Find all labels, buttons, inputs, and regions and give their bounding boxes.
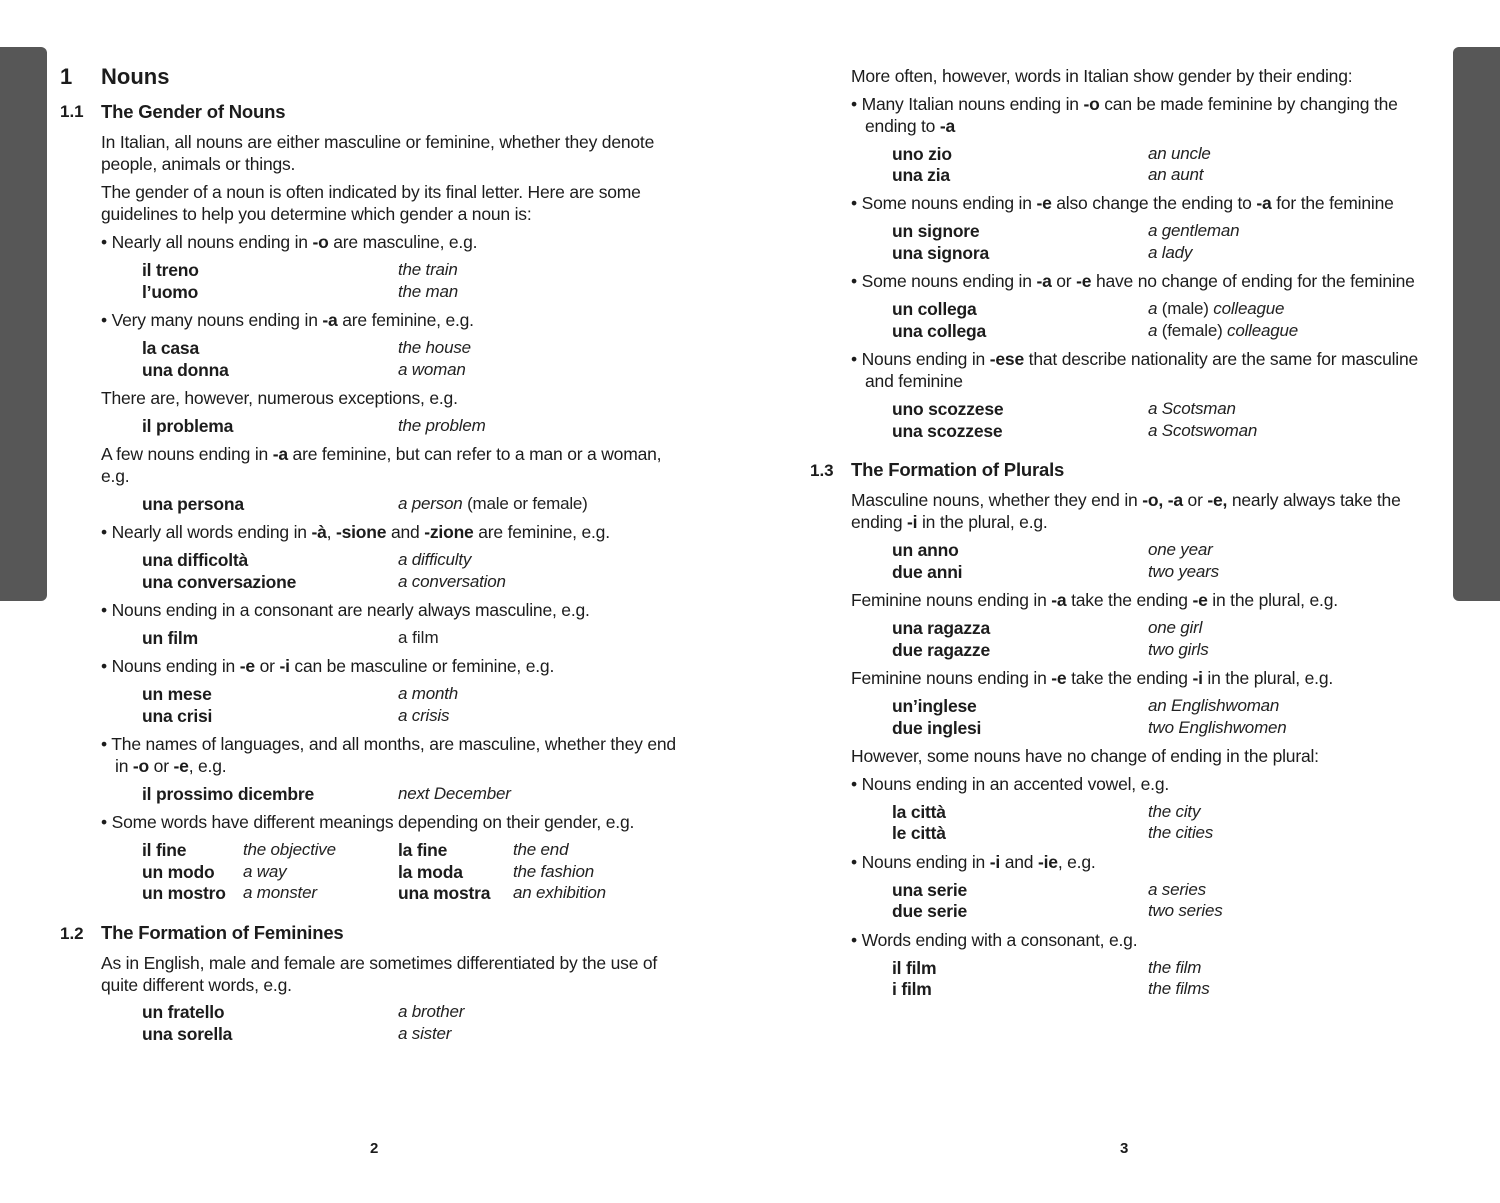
paragraph-line: The gender of a noun is often indicated by its final letter. Here are some [101,182,641,202]
paragraph-line: A few nouns ending in -a are feminine, but can refer to a man or a woman, [101,444,662,464]
example-translation: two series [1148,901,1223,920]
paragraph-line: ending -i in the plural, e.g. [851,512,1048,532]
example-word: una collega [892,321,987,341]
example-word: una persona [142,494,244,514]
bullet-icon: • [851,349,857,369]
bullet-item: • Nouns ending in -i and -ie, e.g. [851,852,1096,872]
paragraph-line: As in English, male and female are sometimes differentiated by the use of [101,953,658,973]
bullet-icon: • [851,271,857,291]
left-thumb-tab [0,47,47,601]
example-word: l’uomo [142,282,199,302]
example-word: il prossimo dicembre [142,784,315,804]
example-word: uno zio [892,144,952,164]
example-translation: an aunt [1148,165,1204,184]
example-translation: the cities [1148,823,1214,842]
example-translation: a sister [398,1024,452,1043]
section-title: The Formation of Plurals [851,459,1065,480]
chapter-title: Nouns [101,64,170,89]
example-translation: a lady [1148,243,1193,262]
example-word: uno scozzese [892,399,1004,419]
example-word: i film [892,979,932,999]
example-word: un mostro [142,883,226,903]
paragraph-line: Feminine nouns ending in -a take the ending -e in the plural, e.g. [851,590,1338,610]
example-word: la città [892,802,946,822]
section-number: 1.1 [60,102,84,121]
example-word: un’inglese [892,696,977,716]
example-word: un anno [892,540,959,560]
example-translation: a Scotsman [1148,399,1236,418]
example-translation: the film [1148,958,1202,977]
example-word: una serie [892,880,968,900]
example-word: il treno [142,260,199,280]
bullet-item: • Some nouns ending in -a or -e have no change of ending for the feminine [851,271,1415,291]
example-word: un signore [892,221,980,241]
example-word: due anni [892,562,963,582]
page-number: 3 [1120,1140,1129,1157]
example-word: la fine [398,840,448,860]
chapter-number: 1 [60,64,73,89]
example-translation: the problem [398,416,486,435]
paragraph-line: e.g. [101,466,130,486]
bullet-item: • Nearly all words ending in -à, -sione and -zione are feminine, e.g. [101,522,610,542]
bullet-item: • The names of languages, and all months, are masculine, whether they end [101,734,676,754]
example-word: un film [142,628,198,648]
example-translation: an exhibition [513,883,606,902]
bullet-icon: • [101,656,107,676]
bullet-item: • Some nouns ending in -e also change the ending to -a for the feminine [851,193,1394,213]
bullet-icon: • [851,193,857,213]
example-translation: a film [398,628,439,647]
example-word: il problema [142,416,234,436]
example-translation: two years [1148,562,1219,581]
bullet-item: • Many Italian nouns ending in -o can be made feminine by changing the [851,94,1398,114]
example-word: un mese [142,684,212,704]
example-translation: a way [243,862,287,881]
example-translation: a gentleman [1148,221,1240,240]
paragraph-line: However, some nouns have no change of ending in the plural: [851,746,1319,766]
paragraph-line: There are, however, numerous exceptions, e.g. [101,388,458,408]
example-translation: the films [1148,979,1210,998]
example-word: il film [892,958,937,978]
paragraph-line: quite different words, e.g. [101,975,292,995]
example-translation: an Englishwoman [1148,696,1280,715]
bullet-item: • Some words have different meanings depending on their gender, e.g. [101,812,635,832]
example-word: la casa [142,338,199,358]
example-word: una donna [142,360,229,380]
bullet-item-continuation: ending to -a [865,116,956,136]
bullet-item-continuation: in -o or -e, e.g. [115,756,227,776]
section-title: The Gender of Nouns [101,101,286,122]
example-word: una difficoltà [142,550,249,570]
example-translation: a series [1148,880,1206,899]
example-translation: the objective [243,840,336,859]
example-word: una signora [892,243,989,263]
example-word: un collega [892,299,977,319]
page-number: 2 [370,1140,379,1157]
bullet-item: • Words ending with a consonant, e.g. [851,930,1138,950]
example-translation: a (male) colleague [1148,299,1285,318]
example-word: una zia [892,165,950,185]
paragraph-line: More often, however, words in Italian show gender by their ending: [851,66,1353,86]
example-translation: the end [513,840,569,859]
bullet-icon: • [101,600,107,620]
paragraph-line: Masculine nouns, whether they end in -o, -a or -e, nearly always take the [851,490,1401,510]
example-translation: a woman [398,360,466,379]
example-translation: the fashion [513,862,594,881]
example-translation: one girl [1148,618,1203,637]
example-translation: a conversation [398,572,506,591]
bullet-icon: • [101,812,107,832]
example-translation: two girls [1148,640,1209,659]
paragraph-line: Feminine nouns ending in -e take the ending -i in the plural, e.g. [851,668,1334,688]
example-translation: the house [398,338,471,357]
example-word: una crisi [142,706,213,726]
example-translation: the train [398,260,458,279]
bullet-icon: • [851,94,857,114]
example-translation: one year [1148,540,1213,559]
example-translation: a difficulty [398,550,472,569]
section-number: 1.3 [810,461,834,480]
bullet-icon: • [101,310,107,330]
paragraph-line: people, animals or things. [101,154,296,174]
example-translation: a Scotswoman [1148,421,1258,440]
bullet-item: • Nouns ending in a consonant are nearly always masculine, e.g. [101,600,590,620]
example-translation: an uncle [1148,144,1211,163]
example-translation: the man [398,282,459,301]
example-translation: a month [398,684,459,703]
paragraph-line: In Italian, all nouns are either masculine or feminine, whether they denote [101,132,655,152]
example-translation: next December [398,784,511,803]
bullet-item: • Nouns ending in -e or -i can be masculine or feminine, e.g. [101,656,555,676]
example-word: due inglesi [892,718,982,738]
example-word: due serie [892,901,968,921]
bullet-item: • Nouns ending in an accented vowel, e.g. [851,774,1170,794]
example-word: una sorella [142,1024,233,1044]
bullet-item-continuation: and feminine [865,371,963,391]
bullet-icon: • [101,734,107,754]
example-word: due ragazze [892,640,990,660]
example-word: la moda [398,862,463,882]
example-word: una ragazza [892,618,990,638]
section-title: The Formation of Feminines [101,922,344,943]
example-translation: two Englishwomen [1148,718,1287,737]
right-thumb-tab [1453,47,1500,601]
bullet-icon: • [851,852,857,872]
example-translation: a monster [243,883,317,902]
example-word: il fine [142,840,187,860]
example-translation: a (female) colleague [1148,321,1299,340]
example-translation: a person (male or female) [398,494,588,513]
example-translation: a brother [398,1002,465,1021]
paragraph-line: guidelines to help you determine which gender a noun is: [101,204,532,224]
example-word: le città [892,823,946,843]
example-word: una conversazione [142,572,297,592]
bullet-icon: • [851,774,857,794]
bullet-item: • Nouns ending in -ese that describe nationality are the same for masculine [851,349,1419,369]
example-translation: the city [1148,802,1201,821]
bullet-item: • Nearly all nouns ending in -o are masculine, e.g. [101,232,478,252]
example-word: una mostra [398,883,491,903]
example-translation: a crisis [398,706,450,725]
section-number: 1.2 [60,924,84,943]
example-word: un fratello [142,1002,225,1022]
example-word: una scozzese [892,421,1003,441]
bullet-icon: • [851,930,857,950]
example-word: un modo [142,862,215,882]
bullet-icon: • [101,522,107,542]
bullet-icon: • [101,232,107,252]
bullet-item: • Very many nouns ending in -a are feminine, e.g. [101,310,474,330]
